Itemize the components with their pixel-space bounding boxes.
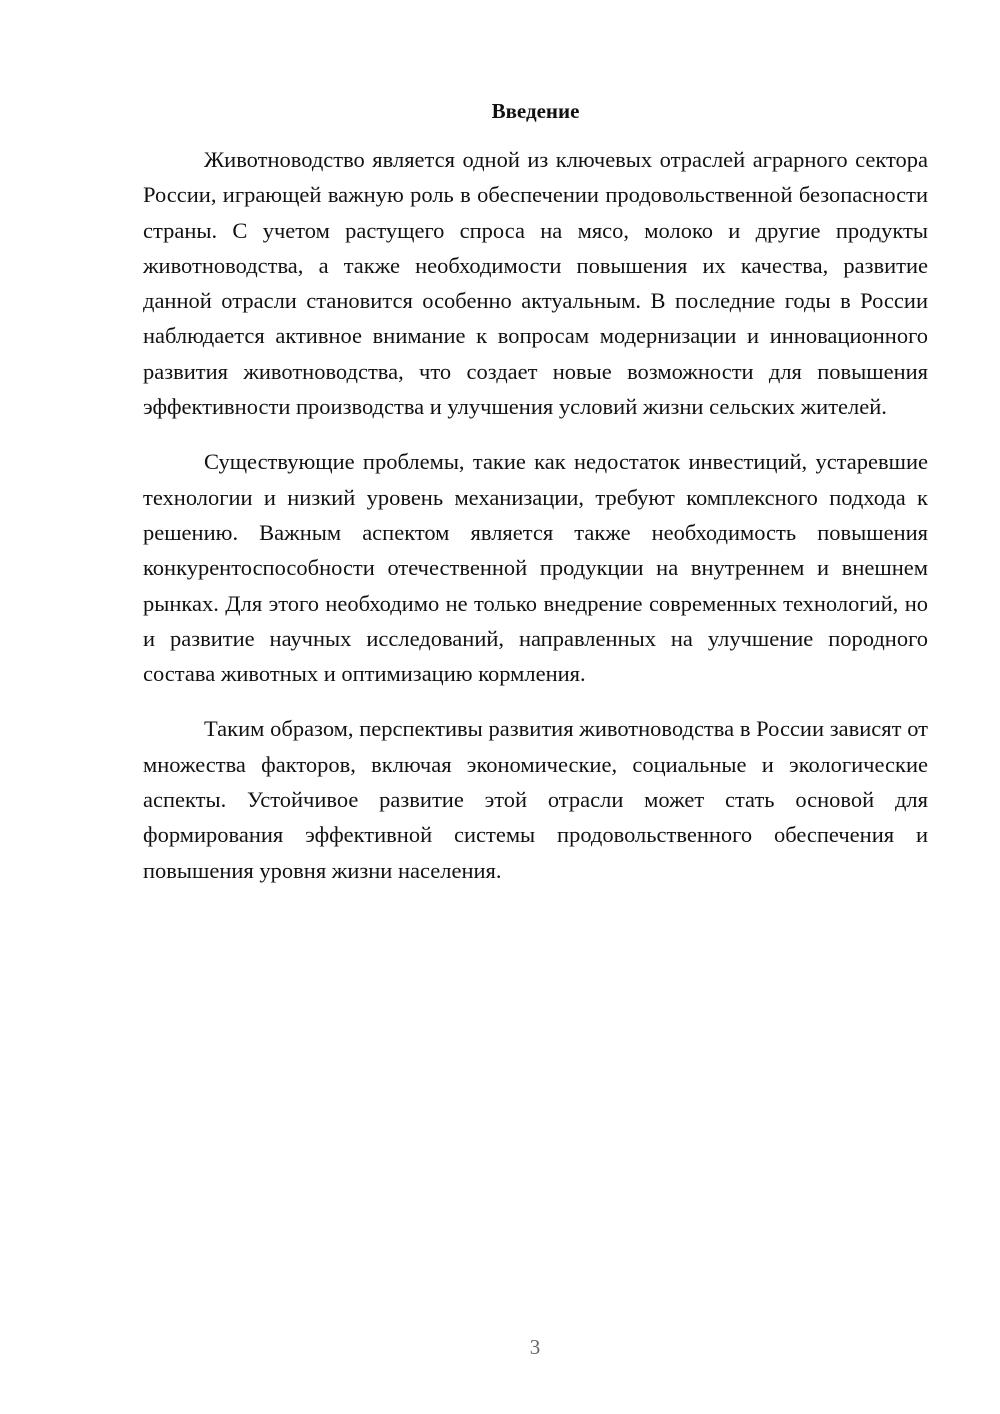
body-text (143, 142, 928, 888)
paragraph-3: Таким образом, перспективы развития животноводства в России зависят от множества факторов, включая экономические, социальные и экологические аспекты. Устойчивое развитие этой отрасли может стать основой для формирования эффективной системы продовольственного обеспечения и повышения уровня жизни населения. (143, 716, 928, 883)
paragraph-2: Существующие проблемы, такие как недостаток инвестиций, устаревшие технологии и низкий уровень механизации, требуют комплексного подхода к решению. Важным аспектом является также необходимость повышения конкурентоспособности отечественной продукции на внутреннем и внешнем рынках. Для этого необходимо не только внедрение современных технологий, но и развитие научных исследований, направленных на улучшение породного состава животных и оптимизацию кормления. (143, 449, 928, 687)
page-number: 3 (529, 1335, 541, 1359)
paragraph-1: Животноводство является одной из ключевых отраслей аграрного сектора России, играющей важную роль в обеспечении продовольственной безопасности страны. С учетом растущего спроса на мясо, молоко и другие продукты животноводства, а также необходимости повышения их качества, развитие данной отрасли становится особенно актуальным. В последние годы в России наблюдается активное внимание к вопросам модернизации и инновационного развития животноводства, что создает новые возможности для повышения эффективности производства и улучшения условий жизни сельских жителей. (143, 147, 928, 420)
section-heading: Введение (491, 99, 580, 123)
